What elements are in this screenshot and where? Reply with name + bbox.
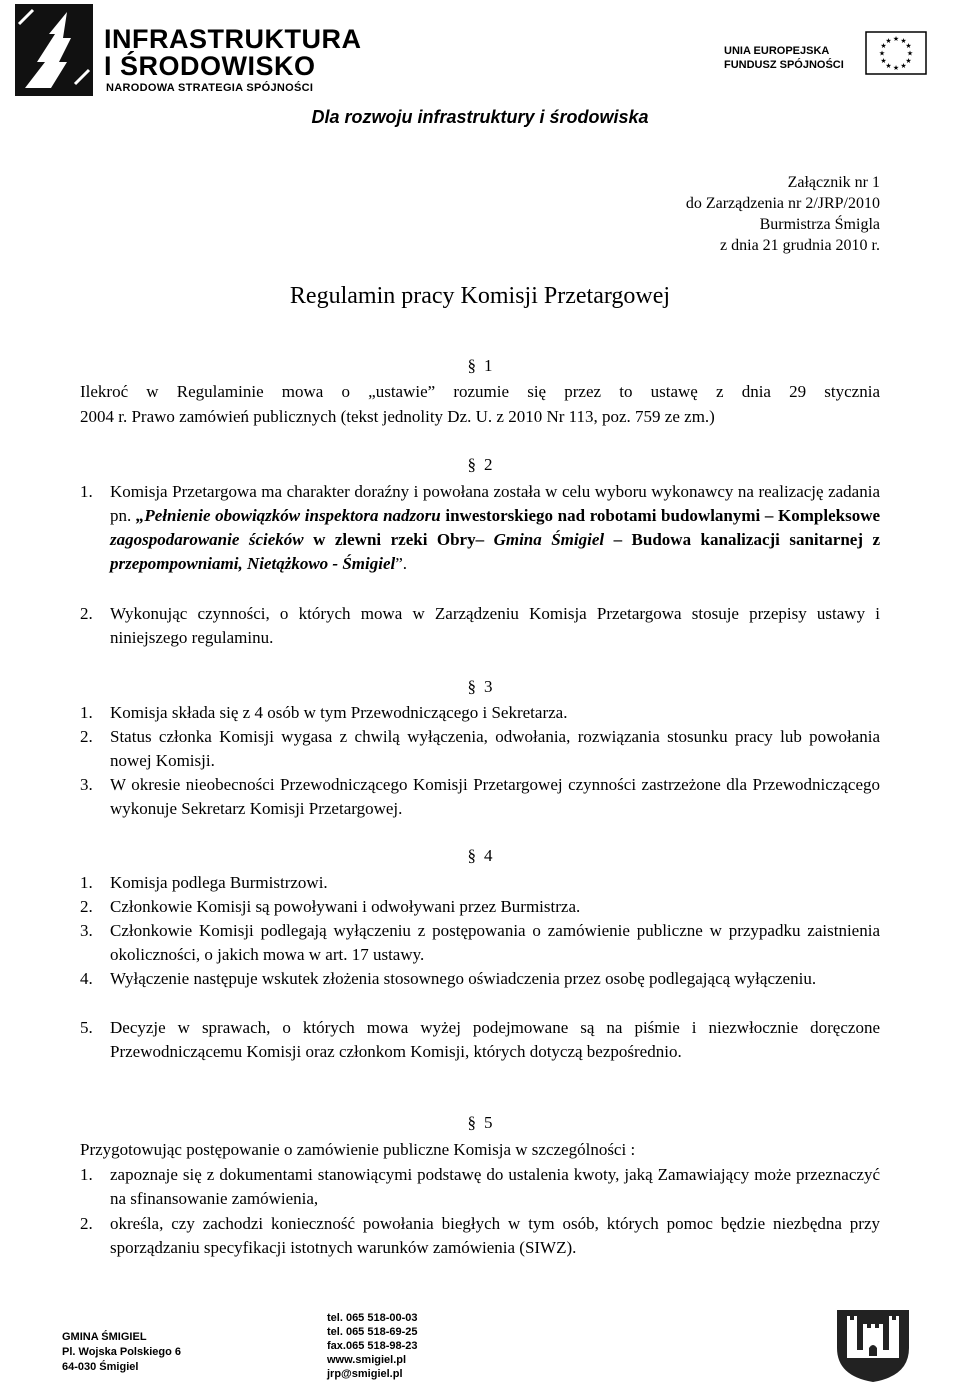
svg-text:★: ★ xyxy=(905,57,912,65)
section-5-heading: § 5 xyxy=(467,1113,493,1132)
s2-item-1-num: 1. xyxy=(80,482,93,501)
section-3-heading: § 3 xyxy=(467,677,493,696)
footer-www[interactable]: www.smigiel.pl xyxy=(327,1354,407,1366)
footer-fax: fax.065 518-98-23 xyxy=(327,1340,418,1352)
document-title: Regulamin pracy Komisji Przetargowej xyxy=(289,283,671,309)
svg-text:★: ★ xyxy=(878,49,886,58)
eu-label xyxy=(724,44,844,72)
footer-gmina: GMINA ŚMIGIEL xyxy=(62,1331,147,1343)
svg-text:★: ★ xyxy=(885,62,892,70)
footer-city: 64-030 Śmigiel xyxy=(62,1361,139,1373)
footer-contact xyxy=(327,1311,418,1381)
section-1-heading: § 1 xyxy=(467,356,493,375)
svg-text:★: ★ xyxy=(880,42,887,50)
footer-address xyxy=(62,1330,181,1375)
strategia-label: NARODOWA STRATEGIA SPÓJNOŚCI xyxy=(106,82,314,94)
s1-line2: 2004 r. Prawo zamówień publicznych (tekst jednolity Dz. U. z 2010 Nr 113, poz. 759 ze zm.) xyxy=(80,407,715,426)
s2-item-1-text: Komisja Przetargowa ma charakter doraźny i powołana została w celu wyboru wykonawcy na realizację zadania pn. „Pełnienie obowiązków inspektora nadzoru inwestorskiego nad robotami budowlanymi – Kompleksowe zagospodarowanie ścieków w zlewni rzeki Obry– Gmina Śmigiel – Budowa kanalizacji sanitarnej z przepompowniami, Nietążkowo - Śmigiel”. xyxy=(110,482,881,573)
infra-line1: INFRASTRUKTURA xyxy=(104,24,362,54)
annex-block xyxy=(686,172,880,256)
s2-item-2-text: Wykonując czynności, o których mowa w Zarządzeniu Komisja Przetargowa stosuje przepisy ustawy i niniejszego regulaminu. xyxy=(110,604,880,647)
infrastruktura-logo-icon xyxy=(15,4,93,96)
footer-email[interactable]: jrp@smigiel.pl xyxy=(327,1368,403,1380)
svg-text:★: ★ xyxy=(892,64,900,72)
infrastruktura-title xyxy=(104,26,361,80)
eu-flag-icon xyxy=(865,31,927,75)
s2-item-2-num: 2. xyxy=(80,604,93,623)
s1-line1: Ilekroć w Regulaminie mowa o „ustawie” rozumie się przez to ustawę z dnia 29 stycznia xyxy=(80,382,880,401)
annex-line3: Burmistrza Śmigla xyxy=(759,216,880,233)
svg-text:★: ★ xyxy=(885,37,892,45)
footer-tel1: tel. 065 518-00-03 xyxy=(327,1312,418,1324)
footer-street: Pl. Wojska Polskiego 6 xyxy=(62,1346,182,1358)
svg-text:★: ★ xyxy=(906,49,914,58)
ue-line2: FUNDUSZ SPÓJNOŚCI xyxy=(724,59,844,71)
annex-line2: do Zarządzenia nr 2/JRP/2010 xyxy=(685,195,880,212)
s5-intro: Przygotowując postępowanie o zamówienie publiczne Komisja w szczególności : xyxy=(80,1140,636,1159)
svg-text:★: ★ xyxy=(880,57,887,65)
svg-text:★: ★ xyxy=(900,37,907,45)
svg-text:★: ★ xyxy=(892,35,900,43)
svg-text:★: ★ xyxy=(905,42,912,50)
infra-line2: I ŚRODOWISKO xyxy=(104,51,316,81)
section-2-heading: § 2 xyxy=(467,455,493,474)
slogan: Dla rozwoju infrastruktury i środowiska xyxy=(311,107,649,127)
section-4-heading: § 4 xyxy=(467,846,493,865)
ue-line1: UNIA EUROPEJSKA xyxy=(724,45,830,57)
coat-of-arms-icon xyxy=(833,1306,913,1384)
svg-text:★: ★ xyxy=(900,62,907,70)
annex-line1: Załącznik nr 1 xyxy=(787,174,880,191)
footer-tel2: tel. 065 518-69-25 xyxy=(327,1326,418,1338)
annex-line4: z dnia 21 grudnia 2010 r. xyxy=(720,237,880,254)
